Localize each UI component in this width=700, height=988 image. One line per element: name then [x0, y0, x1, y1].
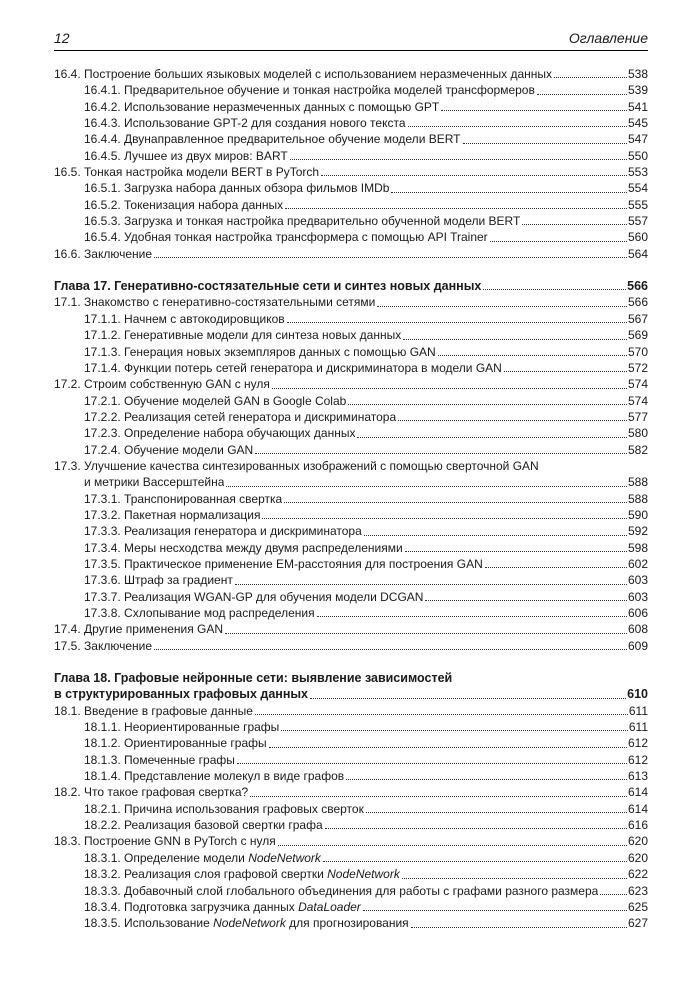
- toc-entry-text: 17.2.2. Реализация сетей генератора и дискриминатора: [84, 409, 397, 424]
- toc-entry-title: [84, 360, 502, 376]
- toc-entry-title: [84, 213, 520, 229]
- subsection-entry[interactable]: [54, 719, 648, 735]
- section-entry-line[interactable]: [54, 458, 648, 474]
- toc-entry-title: [84, 99, 439, 115]
- toc-page-number: 539: [627, 83, 648, 98]
- toc-entry-title: [84, 311, 285, 327]
- toc-entry-text: 17.3.7. Реализация WGAN-GP для обучения модели DCGAN: [84, 589, 424, 604]
- subsection-entry[interactable]: [54, 523, 648, 539]
- toc-entry-title: 17.3. Улучшение качества синтезированных изображений с помощью сверточной GAN: [54, 458, 539, 473]
- subsection-entry[interactable]: [54, 491, 648, 507]
- toc-page-number: 567: [627, 311, 648, 326]
- dot-leader: [348, 404, 627, 405]
- toc-entry-title: [54, 784, 248, 800]
- toc-entry-text: 18.3.2. Реализация слоя графовой свертки: [84, 867, 328, 882]
- toc-entry-text: 17.1.1. Начнем с автокодировщиков: [84, 311, 285, 326]
- toc-page-number: 616: [627, 818, 648, 833]
- toc-page-number: 564: [627, 246, 648, 261]
- section-entry[interactable]: [54, 833, 648, 849]
- toc-entry-title: [84, 817, 323, 833]
- toc-entry-title: [54, 246, 152, 262]
- subsection-entry[interactable]: [54, 735, 648, 751]
- dot-leader: [537, 94, 627, 95]
- dot-leader: [408, 126, 627, 127]
- section-entry[interactable]: [54, 638, 648, 654]
- toc-entry-text-after: для прогнозирования: [285, 916, 409, 931]
- section-entry[interactable]: [54, 294, 648, 310]
- toc-entry-title: [84, 605, 315, 621]
- toc-entry-title: [84, 801, 364, 817]
- toc-entry-text: 17.2.3. Определение набора обучающих данных: [84, 426, 356, 441]
- toc-entry-text: 18.3.4. Подготовка загрузчика данных: [84, 899, 299, 914]
- toc-entry-title: [54, 621, 223, 637]
- subsection-entry[interactable]: [54, 442, 648, 458]
- toc-entry-text: 17.5. Заключение: [54, 638, 152, 653]
- section-entry[interactable]: [54, 246, 648, 262]
- toc-entry-code: NodeNetwork: [248, 850, 321, 865]
- toc-entry-text: 17.3.2. Пакетная нормализация: [84, 507, 261, 522]
- subsection-entry[interactable]: [54, 866, 648, 882]
- section-entry[interactable]: [54, 703, 648, 719]
- toc-entry-text: 18.1. Введение в графовые данные: [54, 703, 253, 718]
- toc-page-number: 572: [627, 360, 648, 375]
- toc-entry-text: 17.3.6. Штраф за градиент: [84, 573, 233, 588]
- toc-entry-title: [84, 507, 260, 523]
- dot-leader: [357, 437, 627, 438]
- toc-entry-text: 16.5.4. Удобная тонкая настройка трансформера с помощью API Trainer: [84, 230, 488, 245]
- dot-leader: [272, 388, 627, 389]
- table-of-contents: [54, 66, 648, 932]
- dot-leader: [364, 535, 627, 536]
- toc-entry-text: 18.3.5. Использование: [84, 916, 214, 931]
- toc-entry-code: NodeNetwork: [327, 867, 400, 882]
- toc-entry-text: 18.2.1. Причина использования графовых сверток: [84, 801, 364, 816]
- toc-page-number: 566: [627, 295, 648, 310]
- toc-page-number: 560: [627, 230, 648, 245]
- toc-entry-title: [84, 572, 233, 588]
- toc-page-number: 614: [627, 785, 648, 800]
- section-entry[interactable]: [54, 621, 648, 637]
- toc-entry-text: 16.4.5. Лучшее из двух миров: BART: [84, 148, 288, 163]
- toc-entry-text: 16.4.2. Использование неразмеченных данных с помощью GPT: [84, 99, 440, 114]
- toc-entry-text: 18.1.1. Неориентированные графы: [84, 720, 280, 735]
- subsection-entry[interactable]: [54, 99, 648, 115]
- dot-leader: [522, 224, 627, 225]
- toc-page-number: 541: [627, 99, 648, 114]
- subsection-entry[interactable]: [54, 507, 648, 523]
- dot-leader: [269, 747, 627, 748]
- toc-page-number: 622: [627, 867, 648, 882]
- subsection-entry[interactable]: [54, 752, 648, 768]
- toc-entry-text: 18.3. Построение GNN в PyTorch с нуля: [54, 834, 276, 849]
- toc-entry-text: 17.4. Другие применения GAN: [54, 622, 224, 637]
- toc-entry-title: [54, 66, 552, 82]
- subsection-entry[interactable]: [54, 213, 648, 229]
- toc-page-number: 570: [627, 344, 648, 359]
- toc-page-number: 627: [627, 916, 648, 931]
- dot-leader: [281, 730, 628, 731]
- subsection-entry[interactable]: [54, 148, 648, 164]
- toc-entry-title: [84, 197, 283, 213]
- dot-leader: [600, 894, 627, 895]
- toc-entry-title: Глава 18. Графовые нейронные сети: выявление зависимостей: [54, 671, 453, 686]
- toc-page-number: 598: [627, 540, 648, 555]
- dot-leader: [463, 143, 627, 144]
- toc-entry-text: 18.2.2. Реализация базовой свертки графа: [84, 818, 323, 833]
- dot-leader: [391, 192, 627, 193]
- subsection-entry[interactable]: [54, 915, 648, 931]
- subsection-entry[interactable]: [54, 131, 648, 147]
- subsection-entry[interactable]: [54, 817, 648, 833]
- toc-entry-title: [84, 409, 396, 425]
- chapter-entry-line[interactable]: [54, 670, 648, 686]
- toc-page-number: 588: [627, 475, 648, 490]
- toc-entry-title: [84, 327, 401, 343]
- toc-entry-continuation: и метрики Вассерштейна: [84, 475, 225, 490]
- subsection-entry[interactable]: [54, 393, 648, 409]
- toc-page-number: 553: [627, 165, 648, 180]
- toc-page-number: 603: [627, 573, 648, 588]
- dot-leader: [411, 927, 627, 928]
- toc-entry-title: [84, 148, 288, 164]
- toc-entry-text: 18.3.1. Определение модели: [84, 850, 249, 865]
- toc-entry-text: 16.4. Построение больших языковых моделей с использованием неразмеченных данных: [54, 67, 553, 81]
- toc-entry-title: [84, 442, 253, 458]
- dot-leader: [321, 175, 627, 176]
- toc-entry-title: [84, 523, 362, 539]
- dot-leader: [438, 355, 627, 356]
- toc-entry-title: [84, 915, 409, 931]
- dot-leader: [366, 812, 627, 813]
- toc-entry-text: 17.2.4. Обучение модели GAN: [84, 442, 254, 457]
- toc-page-number: 625: [627, 899, 648, 914]
- toc-entry-title: [84, 82, 535, 98]
- toc-entry-text: 16.5.2. Токенизация набора данных: [84, 197, 284, 212]
- toc-entry-text: 17.1.4. Функции потерь сетей генератора и дискриминатора в модели GAN: [84, 360, 502, 375]
- toc-page-number: 614: [627, 801, 648, 816]
- toc-entry-text: 18.2. Что такое графовая свертка?: [54, 785, 249, 800]
- section-entry[interactable]: [54, 784, 648, 800]
- section-entry[interactable]: [54, 376, 648, 392]
- toc-page-number: 610: [627, 687, 648, 702]
- dot-leader: [154, 649, 627, 650]
- toc-page-number: 577: [627, 409, 648, 424]
- subsection-entry[interactable]: [54, 180, 648, 196]
- section-entry[interactable]: [54, 474, 648, 490]
- dot-leader: [284, 502, 627, 503]
- toc-page-number: 608: [627, 622, 648, 637]
- toc-entry-text: 16.4.1. Предварительное обучение и тонкая настройка моделей трансформеров: [84, 83, 535, 98]
- toc-page-number: 603: [627, 589, 648, 604]
- toc-entry-title: [84, 540, 403, 556]
- toc-entry-text: 16.4.3. Использование GPT-2 для создания нового текста: [84, 116, 406, 131]
- subsection-entry[interactable]: [54, 605, 648, 621]
- toc-page-number: 547: [627, 132, 648, 147]
- toc-entry-title: [84, 131, 461, 147]
- toc-entry-text: 17.1.2. Генеративные модели для синтеза новых данных: [84, 328, 402, 343]
- toc-entry-text: 17.3.5. Практическое применение EM-расстояния для построения GAN: [84, 556, 483, 571]
- subsection-entry[interactable]: [54, 425, 648, 441]
- toc-page-number: 620: [627, 850, 648, 865]
- toc-entry-text: 16.5.3. Загрузка и тонкая настройка предварительно обученной модели BERT: [84, 214, 521, 229]
- toc-entry-title: [84, 883, 598, 899]
- subsection-entry[interactable]: [54, 572, 648, 588]
- toc-page-number: 611: [628, 720, 648, 735]
- toc-page-number: 602: [627, 556, 648, 571]
- dot-leader: [398, 420, 627, 421]
- section-gap: [54, 654, 648, 670]
- toc-entry-text: Глава 17. Генеративно-состязательные сети и синтез новых данных: [54, 279, 482, 294]
- dot-leader: [235, 584, 627, 585]
- toc-entry-title: [84, 752, 235, 768]
- toc-page-number: 592: [627, 524, 648, 539]
- toc-page-number: 550: [627, 148, 648, 163]
- toc-entry-title: [84, 229, 488, 245]
- toc-page-number: 612: [627, 752, 648, 767]
- toc-entry-text: 17.1. Знакомство с генеративно-состязательными сетями: [54, 295, 376, 310]
- toc-entry-title: [84, 556, 483, 572]
- toc-page-number: 554: [627, 181, 648, 196]
- toc-page-number: 590: [627, 507, 648, 522]
- dot-leader: [485, 567, 627, 568]
- toc-entry-title: [54, 376, 270, 392]
- toc-page-number: 623: [627, 883, 648, 898]
- toc-entry-title: [84, 393, 346, 409]
- subsection-entry[interactable]: [54, 899, 648, 915]
- subsection-entry[interactable]: [54, 82, 648, 98]
- page-number: 12: [54, 30, 70, 46]
- subsection-entry[interactable]: [54, 768, 648, 784]
- toc-entry-title: [84, 768, 344, 784]
- dot-leader: [325, 828, 627, 829]
- toc-entry-title: [84, 425, 355, 441]
- toc-entry-text: 17.1.3. Генерация новых экземпляров данных с помощью GAN: [84, 344, 436, 359]
- subsection-entry[interactable]: [54, 589, 648, 605]
- toc-entry-text: 17.2.1. Обучение моделей GAN в Google Colab: [84, 393, 347, 408]
- dot-leader: [287, 322, 627, 323]
- toc-entry-title: [84, 589, 423, 605]
- subsection-entry[interactable]: [54, 344, 648, 360]
- toc-entry-title: [84, 115, 406, 131]
- dot-leader: [237, 763, 627, 764]
- toc-entry-text: 16.5. Тонкая настройка модели BERT в PyTorch: [54, 165, 320, 180]
- toc-page-number: 588: [627, 491, 648, 506]
- subsection-entry[interactable]: [54, 556, 648, 572]
- toc-page-number: 574: [627, 393, 648, 408]
- toc-entry-title: [84, 344, 436, 360]
- dot-leader: [285, 208, 627, 209]
- toc-entry-title: [84, 866, 400, 882]
- toc-entry-code: DataLoader: [298, 899, 361, 914]
- subsection-entry[interactable]: [54, 360, 648, 376]
- toc-page-number: 545: [627, 116, 648, 131]
- section-entry[interactable]: [54, 164, 648, 180]
- dot-leader: [255, 453, 627, 454]
- toc-entry-title: [54, 703, 253, 719]
- dot-leader: [346, 779, 627, 780]
- dot-leader: [402, 878, 627, 879]
- dot-leader: [323, 861, 627, 862]
- section-entry[interactable]: [54, 66, 648, 82]
- toc-entry-title: [84, 719, 279, 735]
- dot-leader: [403, 339, 627, 340]
- toc-entry-text: 18.1.3. Помеченные графы: [84, 752, 235, 767]
- dot-leader: [504, 371, 627, 372]
- toc-entry-title: [54, 164, 319, 180]
- dot-leader: [441, 110, 627, 111]
- toc-page-number: 612: [627, 736, 648, 751]
- running-title: Оглавление: [568, 30, 648, 46]
- toc-entry-text: 17.3.8. Схлопывание мод распределения: [84, 606, 315, 620]
- dot-leader: [425, 600, 627, 601]
- subsection-entry[interactable]: [54, 409, 648, 425]
- toc-entry-text: 18.1.2. Ориентированные графы: [84, 736, 267, 751]
- toc-entry-text: 18.1.4. Представление молекул в виде графов: [84, 769, 345, 784]
- dot-leader: [363, 910, 627, 911]
- subsection-entry[interactable]: [54, 850, 648, 866]
- toc-entry-text: 18.3.3. Добавочный слой глобального объединения для работы с графами разного размера: [84, 883, 599, 898]
- toc-page-number: 620: [627, 834, 648, 849]
- dot-leader: [490, 241, 627, 242]
- dot-leader: [154, 257, 627, 258]
- toc-page-number: 606: [627, 606, 648, 620]
- toc-page-number: 611: [628, 703, 648, 718]
- chapter-entry[interactable]: [54, 686, 648, 702]
- dot-leader: [290, 159, 627, 160]
- dot-leader: [377, 306, 627, 307]
- toc-page-number: 538: [627, 67, 648, 81]
- toc-entry-text: 16.5.1. Загрузка набора данных обзора фильмов IMDb: [84, 181, 390, 196]
- dot-leader: [554, 77, 627, 78]
- page-header: [54, 30, 648, 51]
- subsection-entry[interactable]: [54, 311, 648, 327]
- dot-leader: [405, 551, 627, 552]
- dot-leader: [226, 486, 627, 487]
- dot-leader: [310, 698, 626, 699]
- toc-entry-title: [54, 278, 481, 294]
- dot-leader: [483, 289, 626, 290]
- toc-page-number: 582: [627, 442, 648, 457]
- toc-entry-continuation: в структурированных графовых данных: [54, 687, 308, 702]
- toc-page-number: 613: [627, 769, 648, 784]
- toc-entry-text: 16.4.4. Двунаправленное предварительное обучение модели BERT: [84, 132, 461, 147]
- dot-leader: [262, 518, 626, 519]
- dot-leader: [255, 714, 628, 715]
- section-gap: [54, 262, 648, 278]
- toc-entry-title: [84, 735, 267, 751]
- toc-page-number: 609: [627, 638, 648, 653]
- toc-page-number: 566: [627, 279, 648, 294]
- toc-page-number: 580: [627, 426, 648, 441]
- toc-entry-text: 16.6. Заключение: [54, 246, 152, 261]
- dot-leader: [278, 845, 627, 846]
- toc-entry-text: 17.2. Строим собственную GAN с нуля: [54, 377, 270, 392]
- toc-entry-title: [84, 491, 282, 507]
- toc-entry-title: [54, 638, 152, 654]
- toc-page-number: 555: [627, 197, 648, 212]
- toc-entry-title: [54, 294, 375, 310]
- subsection-entry[interactable]: [54, 883, 648, 899]
- toc-entry-text: 17.3.4. Меры несходства между двумя распределениями: [84, 540, 403, 555]
- subsection-entry[interactable]: [54, 540, 648, 556]
- toc-page-number: 574: [627, 377, 648, 392]
- dot-leader: [250, 796, 627, 797]
- dot-leader: [317, 616, 627, 617]
- subsection-entry[interactable]: [54, 229, 648, 245]
- toc-entry-code: NodeNetwork: [213, 916, 286, 931]
- toc-entry-title: [84, 850, 321, 866]
- toc-entry-title: [84, 180, 389, 196]
- toc-entry-title: [54, 833, 276, 849]
- toc-entry-text: 17.3.3. Реализация генератора и дискриминатора: [84, 524, 362, 539]
- subsection-entry[interactable]: [54, 327, 648, 343]
- subsection-entry[interactable]: [54, 801, 648, 817]
- subsection-entry[interactable]: [54, 115, 648, 131]
- toc-entry-text: 17.3.1. Транспонированная свертка: [84, 491, 283, 506]
- dot-leader: [225, 633, 627, 634]
- toc-page-number: 557: [627, 214, 648, 229]
- toc-entry-title: [84, 899, 361, 915]
- chapter-entry[interactable]: [54, 278, 648, 294]
- subsection-entry[interactable]: [54, 197, 648, 213]
- toc-page-number: 569: [627, 328, 648, 343]
